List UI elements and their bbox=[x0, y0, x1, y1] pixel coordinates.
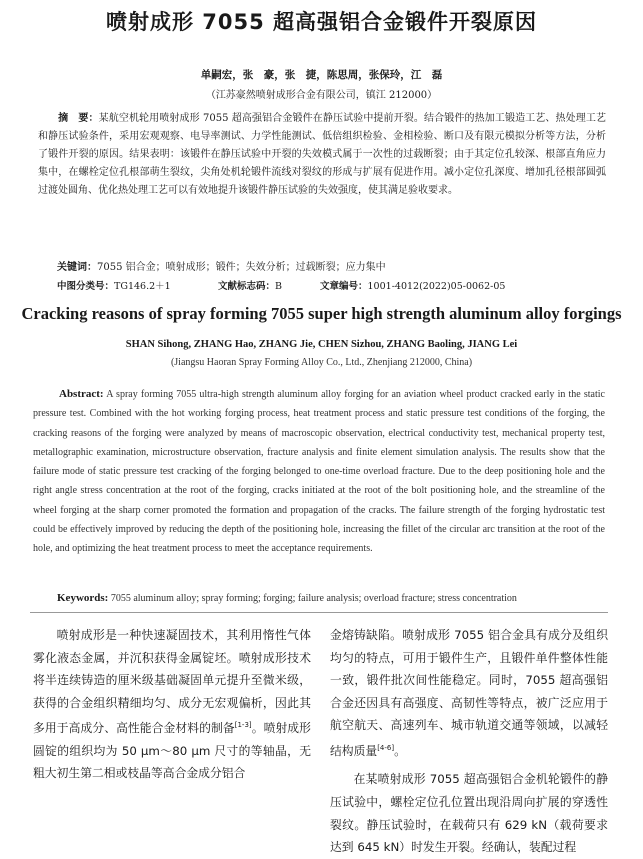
body-column-right bbox=[330, 624, 608, 859]
chinese-keywords bbox=[57, 258, 386, 273]
paragraph-text: 在某喷射成形 7055 超高强铝合金机轮锻件的静压试验中，螺栓定位孔位置出现沿周向扩展的穿透性裂纹。静压试验时，在载荷只有 629 kN（载荷要求达到 645 kN）时发生开裂。经确认，装配过程 bbox=[330, 772, 608, 855]
english-abstract bbox=[33, 385, 605, 559]
english-authors: SHAN Sihong, ZHANG Hao, ZHANG Jie, CHEN Sizhou, ZHANG Baoling, JIANG Lei bbox=[125, 339, 518, 350]
section-divider bbox=[30, 612, 608, 613]
body-column-left bbox=[33, 624, 311, 785]
chinese-abstract-label: 摘 要： bbox=[58, 113, 99, 124]
english-keywords-text: 7055 aluminum alloy; spray forming; forging; failure analysis; overload fracture; stress concentration bbox=[110, 593, 517, 604]
document-code-label: 文献标志码： bbox=[218, 281, 276, 292]
clc-value: TG146.2＋1 bbox=[114, 281, 171, 292]
paragraph-text: 。 bbox=[394, 743, 406, 758]
citation[interactable]: [4-6] bbox=[377, 743, 395, 752]
english-title: Cracking reasons of spray forming 7055 super high strength aluminum alloy forgings bbox=[21, 304, 622, 323]
chinese-title: 喷射成形 7055 超高强铝合金锻件开裂原因 bbox=[105, 10, 538, 34]
english-abstract-label: Abstract: bbox=[59, 388, 104, 400]
document-code bbox=[218, 278, 282, 292]
article-number bbox=[320, 278, 505, 292]
paragraph-text: 金熔铸缺陷。喷射成形 7055 铝合金具有成分及组织均匀的特点，可用于锻件生产，且锻件单件整体性能一致，锻件批次间性能稳定。同时，7055 超高强铝合金还因具有高强度、高韧性等特点，被广泛应用于航空航天、高速列车、城市轨道交通等领域，以减轻结构质量 bbox=[330, 628, 608, 758]
english-affiliation: (Jiangsu Haoran Spray Forming Alloy Co., Ltd., Zhenjiang 212000, China) bbox=[170, 357, 473, 368]
paragraph-text: 喷射成形是一种快速凝固技术，其利用惰性气体雾化液态金属，并沉积获得金属锭坯。喷射成形技术将半连续铸造的厘米级基础凝固单元提升至微米级，获得的合金组织精细均匀、成分无宏观偏析，因此其多用于高成分、高性能合金材料的制备 bbox=[33, 628, 311, 736]
clc-label: 中图分类号： bbox=[57, 281, 115, 292]
clc-number bbox=[57, 278, 171, 292]
chinese-abstract bbox=[38, 110, 606, 200]
chinese-keywords-text: 7055 铝合金；喷射成形；锻件；失效分析；过载断裂；应力集中 bbox=[97, 262, 386, 273]
english-keywords-label: Keywords: bbox=[57, 592, 109, 604]
english-abstract-text: A spray forming 7055 ultra-high strength aluminum alloy forging for an aviation wheel product cracked early in the static pressure test. Combined with the hot working forging process, heat treatment process and static pressure test conditions of the forging, the cracking reasons of the forging were analyzed by means of macroscopic observation, electrical conductivity test, mechanical property test, metallographic examination, microstructure observation, fracture analysis and finite element simulation analysis. The results show that the failure mode of static pressure test cracking of the forging belonged to one-time overload fracture. Due to the deep positioning hole and the right angle stress concentration at the root of the forging, cracks initiated at the root of the bolt positioning hole, and the streamline of the wheel forging at the sharp corner promoted the formation and propagation of the cracks. The failure strength of the forging hydrostatic test could be effectively improved by reducing the depth of the positioning hole, increasing the fillet of the circular arc transition at the root of the hole, and optimizing the heat treatment process to meet the acceptance requirements. bbox=[33, 389, 605, 555]
paragraph-text: 。喷射成形圆锭的组织均为 50 μm～80 μm 尺寸的等轴晶，无粗大初生第二相或枝晶等高合金成分铝合 bbox=[33, 721, 311, 781]
paragraph bbox=[330, 768, 608, 858]
chinese-affiliation: （江苏豪然喷射成形合金有限公司，镇江 212000） bbox=[205, 90, 438, 101]
chinese-authors: 单嗣宏，张 豪，张 捷，陈思周，张保玲，江 磊 bbox=[200, 69, 443, 81]
document-code-value: B bbox=[275, 281, 282, 292]
paragraph bbox=[330, 624, 608, 762]
chinese-keywords-label: 关键词： bbox=[57, 262, 97, 273]
chinese-abstract-text: 某航空机轮用喷射成形 7055 超高强铝合金锻件在静压试验中提前开裂。结合锻件的热加工锻造工艺、热处理工艺和静压试验条件，采用宏观观察、电导率测试、力学性能测试、低倍组织检验、金相检验、断口及有限元模拟分析等方法，分析了锻件开裂的原因。结果表明：该锻件在静压试验中开裂的失效模式属于一次性的过载断裂；由于其定位孔较深、根部直角应力集中，在螺栓定位孔根部萌生裂纹，尖角处机轮锻件流线对裂纹的形成与扩展有促进作用。减小定位孔深度、增加孔径根部圆弧过渡处圆角、优化热处理工艺可以有效地提升该锻件静压试验的失效强度，使其满足验收要求。 bbox=[38, 113, 607, 196]
article-number-label: 文章编号： bbox=[320, 281, 368, 292]
article-number-value: 1001-4012(2022)05-0062-05 bbox=[367, 281, 506, 292]
english-keywords bbox=[57, 592, 517, 604]
citation[interactable]: [1-3] bbox=[234, 721, 252, 730]
paragraph bbox=[33, 624, 311, 785]
